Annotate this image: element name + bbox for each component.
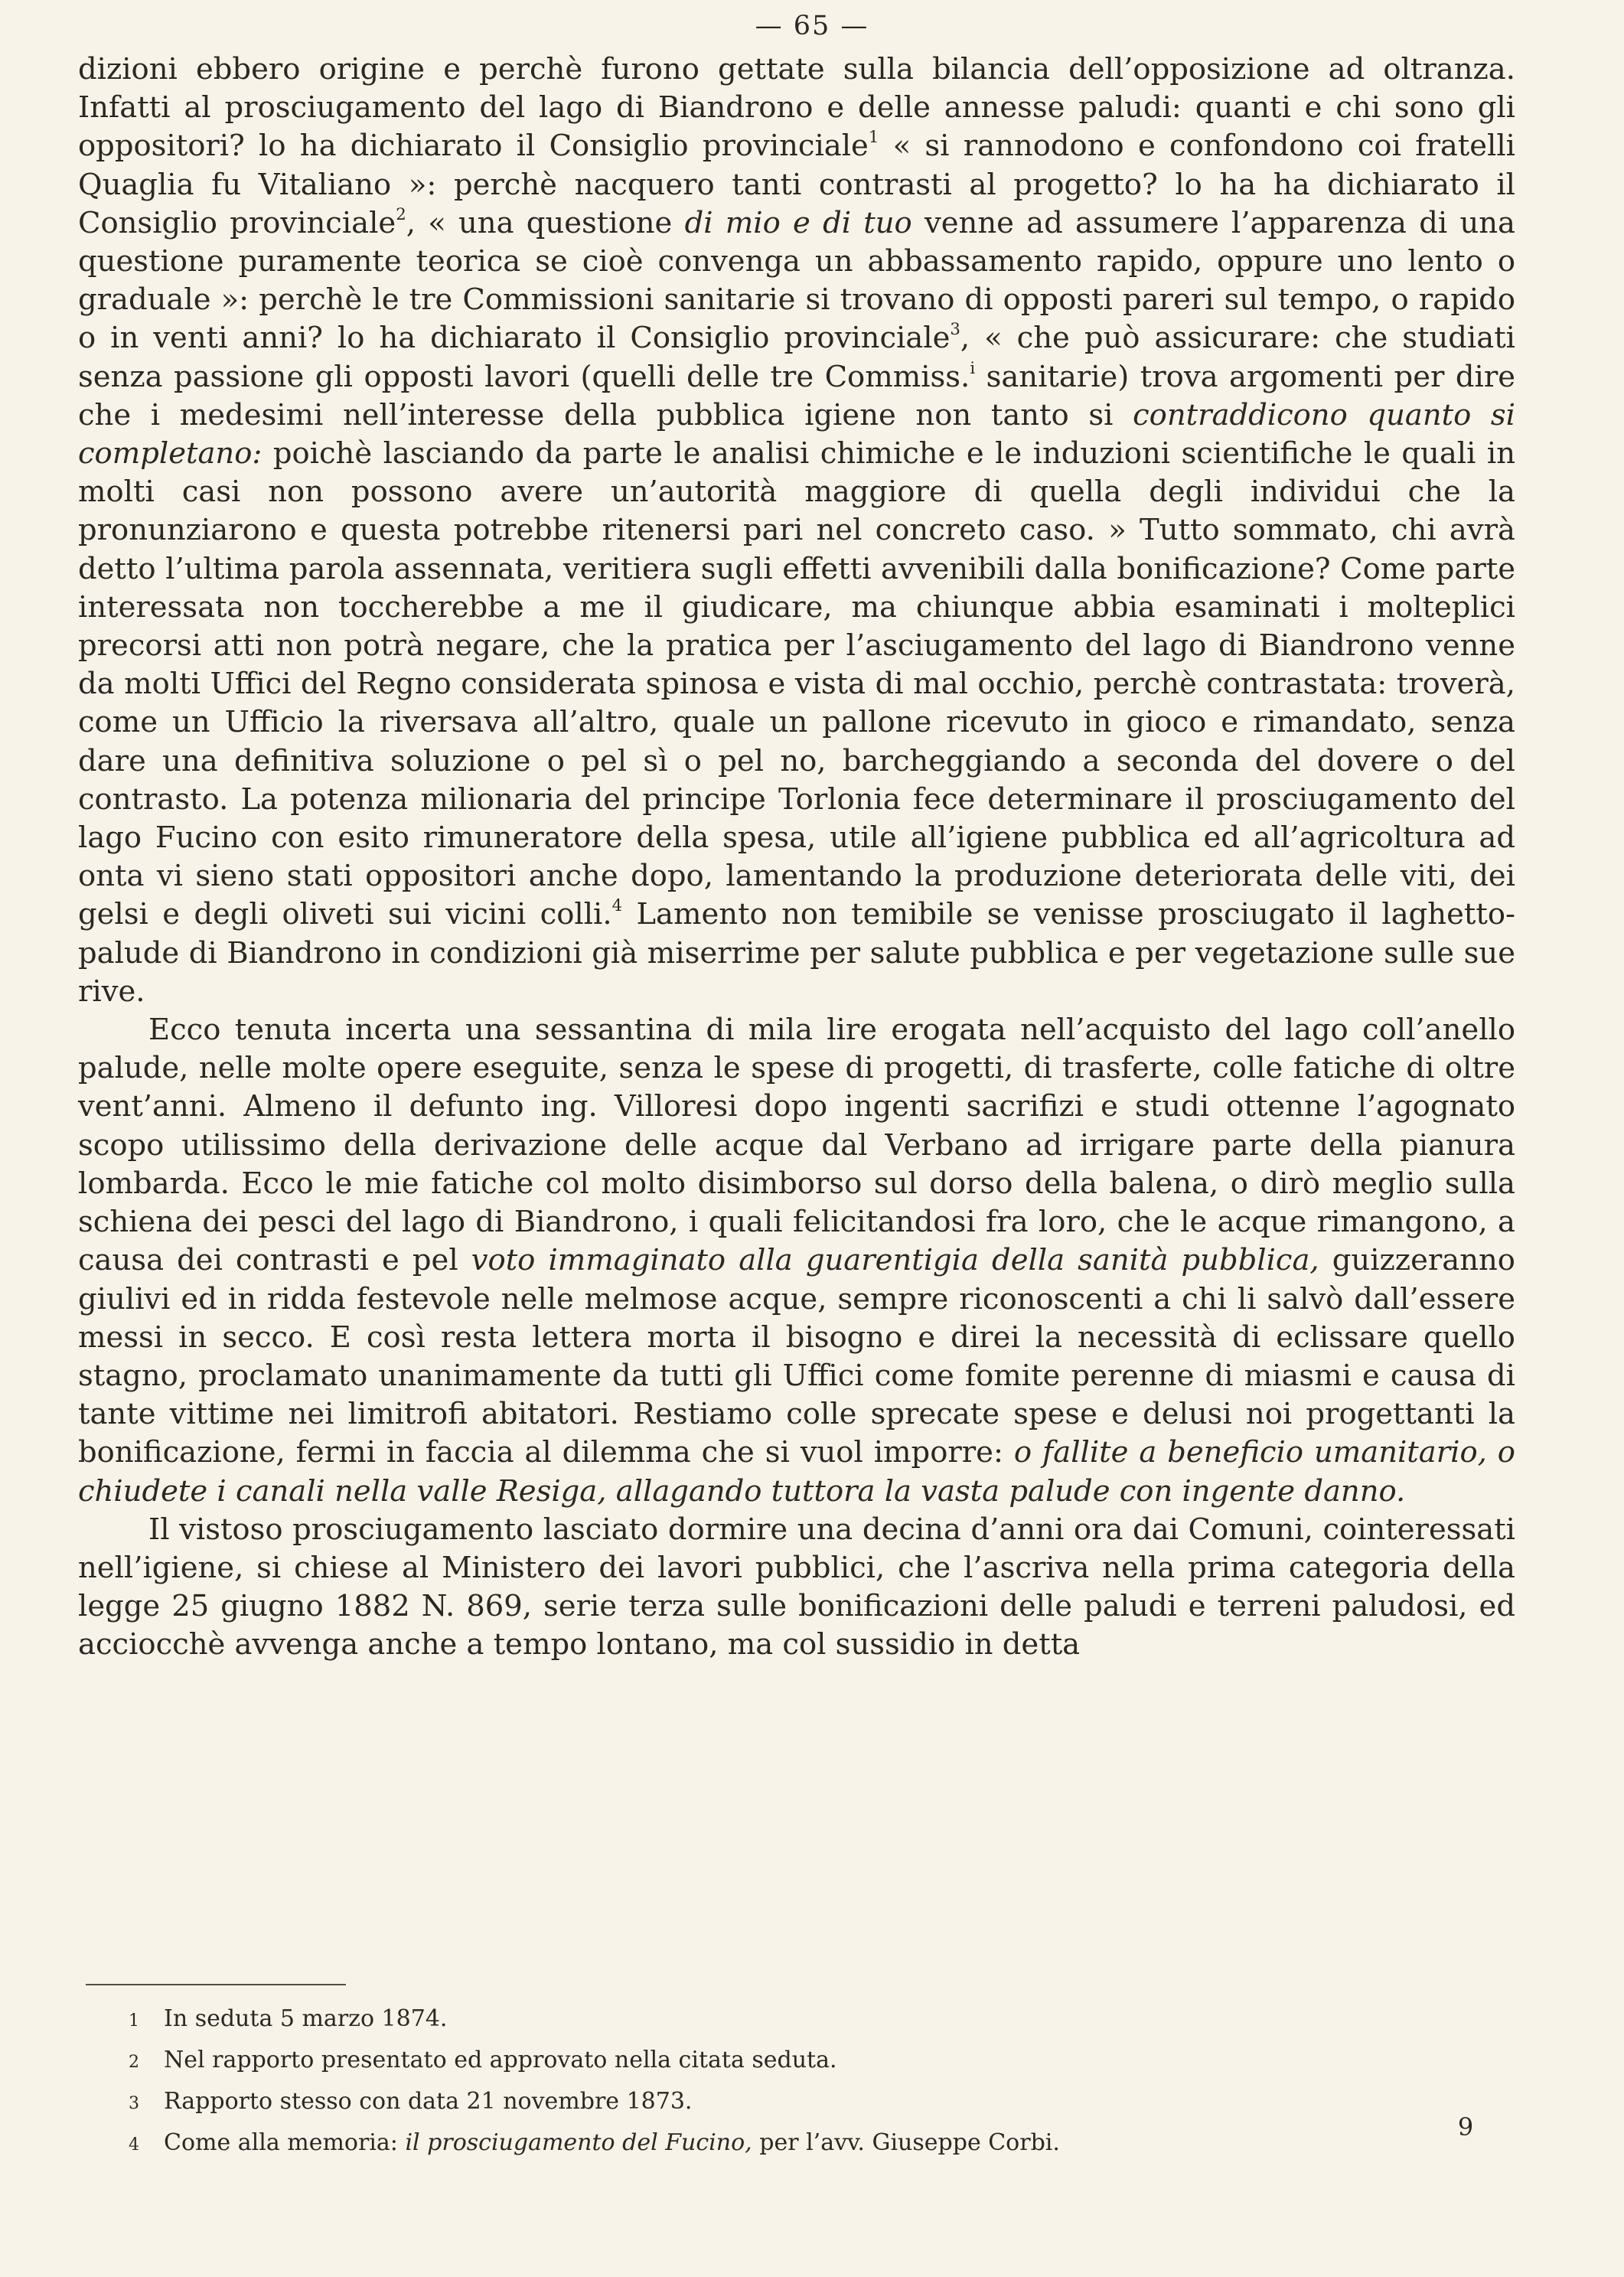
text-run: Ecco tenuta incerta una sessantina di mila lire erogata nell’acquisto del lago coll’anello palude, nelle molte opere eseguite, senza le spese di progetti, di trasferte, colle fatiche di oltre vent’anni. Almeno il defunto ing. Villoresi dopo ingenti sacrifizi e studi ottenne l’agognato scopo utilissimo della derivazione delle acque dal Verbano ad irrigare parte della pianura lombarda. Ecco le mie fatiche col molto disimborso sul dorso della balena, o dirò meglio sulla schiena dei pesci del lago di Biandrono, i quali felicitandosi fra loro, che le acque rimangono, a causa dei contrasti e pel xyxy=(78,1013,1515,1278)
footnote-2 xyxy=(129,2040,1491,2082)
footnote-text: In seduta 5 marzo 1874. xyxy=(164,2005,448,2032)
footnote-1 xyxy=(129,1999,1491,2040)
footnote-text: Nel rapporto presentato ed approvato nella citata seduta. xyxy=(164,2047,837,2073)
italic-phrase: o fallite a beneficio umanitario, o chiudete i canali nella valle Resiga, allagando tuttora la vasta palude con ingente danno. xyxy=(78,1435,1515,1509)
paragraph-1 xyxy=(78,51,1515,1011)
paragraph-2 xyxy=(78,1011,1515,1511)
footnote-ref-3: 3 xyxy=(950,319,960,339)
page-number: — 65 — xyxy=(755,11,869,41)
paragraph-3 xyxy=(78,1511,1515,1665)
footnote-number: 2 xyxy=(129,2053,139,2072)
text-run: sanitarie) trova argomenti per dire che i medesimi nell’interesse della pubblica igiene non tanto si xyxy=(78,359,1516,432)
footnote-number: 4 xyxy=(129,2135,139,2155)
italic-phrase: di mio e di tuo xyxy=(684,205,912,240)
text-run: « si rannodono e confondono coi fratelli Quaglia fu Vitaliano »: perchè nacquero tanti contrasti al progetto? lo ha ha dichiarato il Consiglio provinciale xyxy=(78,129,1515,240)
text-run: guizzeranno giulivi ed in ridda festevole nelle melmose acque, sempre riconoscenti a chi li salvò dall’essere messi in secco. E così resta lettera morta il bisogno e direi la necessità di eclissare quello stagno, proclamato unanimamente da tutti gli Uffici come fomite perenne di miasmi e causa di tante vittime nei limitrofi abitatori. Restiamo colle sprecate spese e delusi noi progettanti la bonificazione, fermi in faccia al dilemma che si vuol imporre: xyxy=(78,1243,1515,1470)
footnote-ref-1: 1 xyxy=(868,127,879,147)
text-run: venne ad assumere l’apparenza di una questione puramente teorica se cioè convenga un abbassamento rapido, oppure uno lento o graduale »: perchè le tre Commissioni sanitarie si trovano di opposti pareri sul tempo, o rapido o in venti anni? lo ha dichiarato il Consiglio provinciale xyxy=(78,205,1515,356)
footnotes xyxy=(129,1999,1491,2164)
footnote-ref-4: 4 xyxy=(611,895,623,915)
text-run: poichè lasciando da parte le analisi chimiche e le induzioni scientifiche le quali in molti casi non possono avere un’autorità maggiore di quella degli individui che la pronunziarono e questa potrebbe ritenersi pari nel concreto caso. » Tutto sommato, chi avrà detto l’ultima parola assennata, veritiera sugli effetti avvenibili dalla bonificazione? Come parte interessata non toccherebbe a me il giudicare, ma chiunque abbia esaminati i molteplici precorsi atti non potrà negare, che la pratica per l’asciugamento del lago di Biandrono venne da molti Uffici del Regno considerata spinosa e vista di mal occhio, perchè contrastata: troverà, come un Ufficio la riversava all’altro, quale un pallone ricevuto in gioco e rimandato, senza dare una definitiva soluzione o pel sì o pel no, barcheggiando a seconda del dovere o del contrasto. La potenza milionaria del principe Torlonia fece determinare il prosciugamento del lago Fucino con esito rimuneratore della spesa, utile all’igiene pubblica ed all’agricoltura ad onta vi sieno stati oppositori anche dopo, lamentando la produzione deteriorata delle viti, dei gelsi e degli oliveti sui vicini colli. xyxy=(78,436,1515,932)
footnote-text: Rapporto stesso con data 21 novembre 1873. xyxy=(164,2088,693,2115)
italic-phrase: voto immaginato alla guarentigia della sanità pubblica, xyxy=(471,1243,1319,1278)
footnote-text xyxy=(164,2123,1060,2162)
footnote-text-post: per l’avv. Giuseppe Corbi. xyxy=(752,2129,1060,2156)
text-run: Lamento non temibile se venisse prosciugato il laghetto-palude di Biandrono in condizioni già miserrime per salute pubblica e per vegetazione sulle sue rive. xyxy=(78,897,1516,1009)
footnote-italic-title: il prosciugamento del Fucino, xyxy=(405,2129,752,2156)
text-run: dizioni ebbero origine e perchè furono gettate sulla bilancia dell’opposizione ad oltranza. Infatti al prosciugamento del lago di Biandrono e delle annesse paludi: quanti e chi sono gli oppositori? lo ha dichiarato il Consiglio provinciale xyxy=(78,52,1515,164)
text-run: , « una questione xyxy=(406,205,685,240)
footnote-divider xyxy=(86,1984,346,1985)
text-run: Il vistoso prosciugamento lasciato dormire una decina d’anni ora dai Comuni, cointeressati nell’igiene, si chiese al Ministero dei lavori pubblici, che l’ascriva nella prima categoria della legge 25 giugno 1882 N. 869, serie terza sulle bonificazioni delle paludi e terreni paludosi, ed acciocchè avvenga anche a tempo lontano, ma col sussidio in detta xyxy=(78,1512,1515,1662)
footnote-text-pre: Come alla memoria: xyxy=(164,2129,406,2156)
signature-mark: 9 xyxy=(1457,2112,1474,2142)
text-run: , « che può assicurare: che studiati senza passione gli opposti lavori (quelli delle tre Commiss. xyxy=(78,321,1515,394)
footnote-number: 1 xyxy=(129,2011,139,2031)
footnote-ref-2: 2 xyxy=(396,204,406,223)
abbreviation-superscript: i xyxy=(970,357,976,377)
footnote-number: 3 xyxy=(129,2094,139,2113)
footnote-3 xyxy=(129,2082,1491,2123)
footnote-4 xyxy=(129,2123,1491,2164)
italic-phrase: contraddicono quanto si completano: xyxy=(78,397,1515,471)
body-text xyxy=(78,51,1515,1665)
